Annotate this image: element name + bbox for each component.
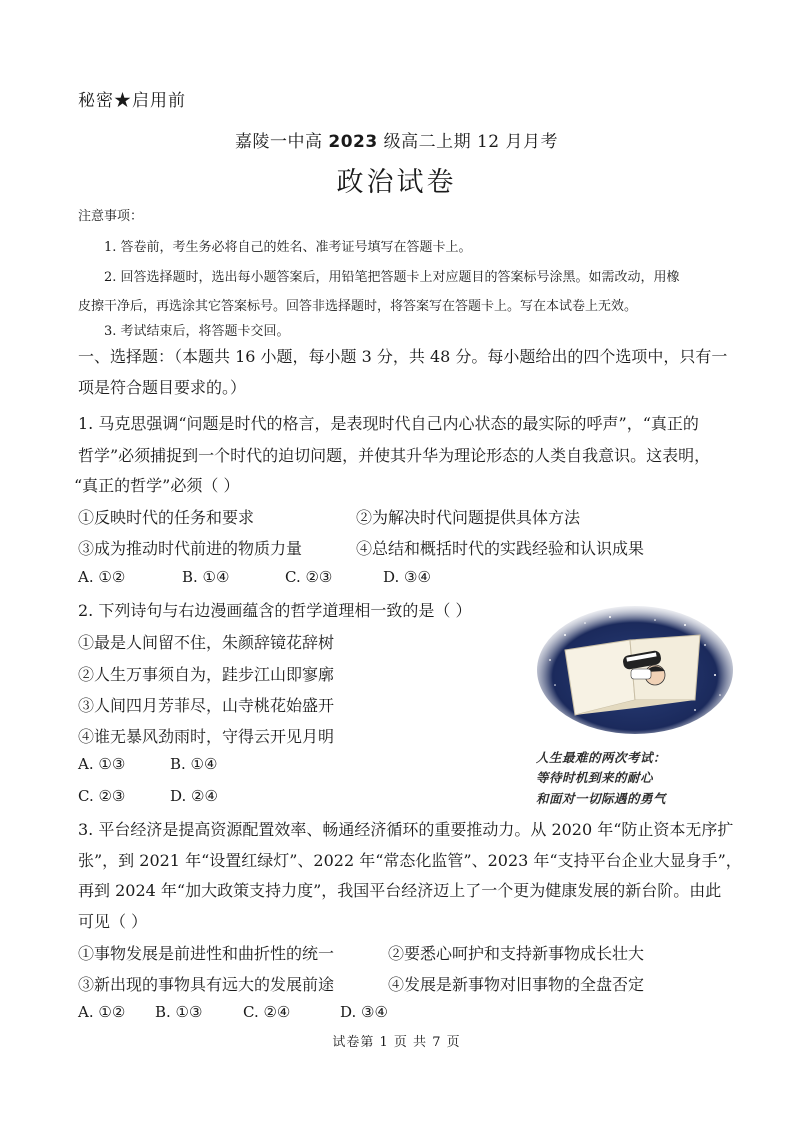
section-heading-cont: 项是符合题目要求的。） <box>78 378 247 397</box>
page-footer: 试卷第 1 页 共 7 页 <box>332 1035 461 1050</box>
q2-option-4: ④谁无暴风劲雨时，守得云开见月明 <box>78 727 335 746</box>
section-heading: 一、选择题：（本题共 16 小题，每小题 3 分，共 48 分。每小题给出的四个选项中，只有一 <box>78 347 728 366</box>
q3-stem-3: 再到 2024 年“加大政策支持力度”，我国平台经济迈上了一个更为健康发展的新台阶。由此 <box>78 881 722 900</box>
q2-answer-d: D. ②④ <box>170 787 218 805</box>
confidential-mark: 秘密★启用前 <box>78 91 186 111</box>
q1-answer-d: D. ③④ <box>383 568 431 586</box>
note-3: 3. 考试结束后，将答题卡交回。 <box>104 324 290 339</box>
note-1: 1. 答卷前，考生务必将自己的姓名、准考证号填写在答题卡上。 <box>104 240 472 255</box>
q2-answer-c: C. ②③ <box>78 787 126 805</box>
q1-option-2: ②为解决时代问题提供具体方法 <box>356 508 581 527</box>
note-2: 2. 回答选择题时，选出每小题答案后，用铅笔把答题卡上对应题目的答案标号涂黑。如需改动，用橡 <box>104 270 680 285</box>
q3-answer-d: D. ③④ <box>340 1003 388 1021</box>
q2-option-2: ②人生万事须自为，跬步江山即寥廓 <box>78 665 335 684</box>
q2-answer-a: A. ①③ <box>78 755 126 773</box>
q2-option-1: ①最是人间留不住，朱颜辞镜花辞树 <box>78 633 335 652</box>
q1-answer-b: B. ①④ <box>182 568 230 586</box>
q1-option-4: ④总结和概括时代的实践经验和认识成果 <box>356 539 645 558</box>
q1-stem-2: 哲学”必须捕捉到一个时代的迫切问题，并使其升华为理论形态的人类自我意识。这表明， <box>78 446 711 465</box>
q1-option-3: ③成为推动时代前进的物质力量 <box>78 539 303 558</box>
q2-option-3: ③人间四月芳菲尽，山寺桃花始盛开 <box>78 696 335 715</box>
q3-answer-c: C. ②④ <box>243 1003 291 1021</box>
cartoon-caption-3: 和面对一切际遇的勇气 <box>536 791 667 806</box>
q1-answer-c: C. ②③ <box>285 568 333 586</box>
q1-answer-a: A. ①② <box>78 568 126 586</box>
q1-option-1: ①反映时代的任务和要求 <box>78 508 255 527</box>
q3-option-4: ④发展是新事物对旧事物的全盘否定 <box>388 975 645 994</box>
q3-option-2: ②要悉心呵护和支持新事物成长壮大 <box>388 944 645 963</box>
cartoon-caption-1: 人生最难的两次考试： <box>536 750 667 765</box>
cartoon-caption-2: 等待时机到来的耐心 <box>536 770 654 785</box>
q1-stem: 1. 马克思强调“问题是时代的格言，是表现时代自己内心状态的最实际的呼声”，“真正的 <box>78 414 699 433</box>
q3-option-3: ③新出现的事物具有远大的发展前途 <box>78 975 335 994</box>
q3-option-1: ①事物发展是前进性和曲折性的统一 <box>78 944 335 963</box>
exam-title: 嘉陵一中高 2023 级高二上期 12 月月考 <box>234 132 559 152</box>
q3-answer-a: A. ①② <box>78 1003 126 1021</box>
q2-stem: 2. 下列诗句与右边漫画蕴含的哲学道理相一致的是（ ） <box>78 601 472 620</box>
q3-stem-4: 可见（ ） <box>78 912 148 931</box>
q1-stem-3: “真正的哲学”必须（ ） <box>74 476 240 495</box>
exam-subject: 政治试卷 <box>336 167 457 198</box>
q3-answer-b: B. ①③ <box>155 1003 203 1021</box>
cartoon-illustration <box>535 605 735 735</box>
note-2-cont: 皮擦干净后，再选涂其它答案标号。回答非选择题时，将答案写在答题卡上。写在本试卷上无效。 <box>78 299 638 314</box>
q3-stem-2: 张”，到 2021 年“设置红绿灯”、2022 年“常态化监管”、2023 年“支持平台企业大显身手”， <box>78 851 742 870</box>
q3-stem: 3. 平台经济是提高资源配置效率、畅通经济循环的重要推动力。从 2020 年“防止资本无序扩 <box>78 820 734 839</box>
notes-heading: 注意事项： <box>78 209 144 224</box>
q2-answer-b: B. ①④ <box>170 755 218 773</box>
